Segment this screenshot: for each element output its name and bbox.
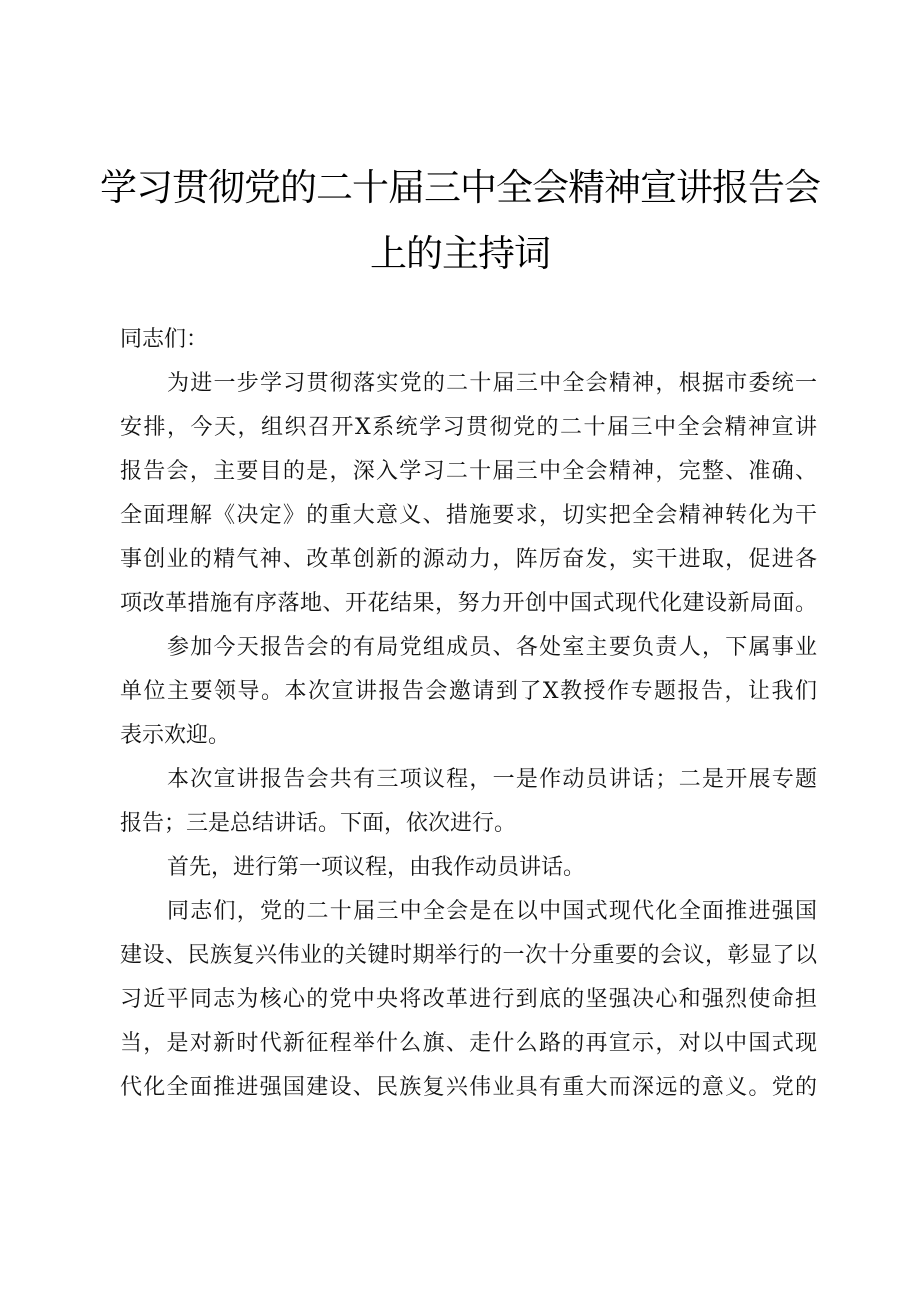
paragraph-line: 首先，进行第一项议程，由我作动员讲话。 <box>167 855 586 880</box>
paragraph-line: 安排，今天，组织召开X系统学习贯彻党的二十届三中全会精神宣讲 <box>120 415 817 440</box>
paragraph-line: 事创业的精气神、改革创新的源动力，阵厉奋发，实干进取，促进各 <box>120 547 817 572</box>
paragraph-line: 为进一步学习贯彻落实党的二十届三中全会精神，根据市委统一 <box>167 371 817 396</box>
paragraph-line: 项改革措施有序落地、开花结果，努力开创中国式现代化建设新局面。 <box>120 591 817 616</box>
paragraph-line: 报告会，主要目的是，深入学习二十届三中全会精神，完整、准确、 <box>120 459 817 484</box>
paragraph-line: 表示欢迎。 <box>120 723 231 748</box>
paragraph-line: 全面理解《决定》的重大意义、措施要求，切实把全会精神转化为干 <box>120 503 817 528</box>
paragraph-line: 报告；三是总结讲话。下面，依次进行。 <box>120 811 517 836</box>
paragraph-line: 单位主要领导。本次宣讲报告会邀请到了X教授作专题报告，让我们 <box>120 679 817 704</box>
paragraph-line: 建设、民族复兴伟业的关键时期举行的一次十分重要的会议，彰显了以 <box>120 943 817 968</box>
salutation: 同志们： <box>120 327 209 352</box>
paragraph-line: 本次宣讲报告会共有三项议程，一是作动员讲话；二是开展专题 <box>167 767 817 792</box>
paragraph-line: 参加今天报告会的有局党组成员、各处室主要负责人，下属事业 <box>167 635 817 660</box>
paragraph-line: 同志们，党的二十届三中全会是在以中国式现代化全面推进强国 <box>167 899 817 924</box>
paragraph-line: 习近平同志为核心的党中央将改革进行到底的坚强决心和强烈使命担 <box>120 987 817 1012</box>
paragraph-line: 当，是对新时代新征程举什么旗、走什么路的再宣示，对以中国式现 <box>120 1031 817 1056</box>
paragraph-line: 代化全面推进强国建设、民族复兴伟业具有重大而深远的意义。党的 <box>120 1075 817 1100</box>
document-title-line-2: 上的主持词 <box>370 232 550 275</box>
document-title-line-1: 学习贯彻党的二十届三中全会精神宣讲报告会 <box>100 166 820 209</box>
